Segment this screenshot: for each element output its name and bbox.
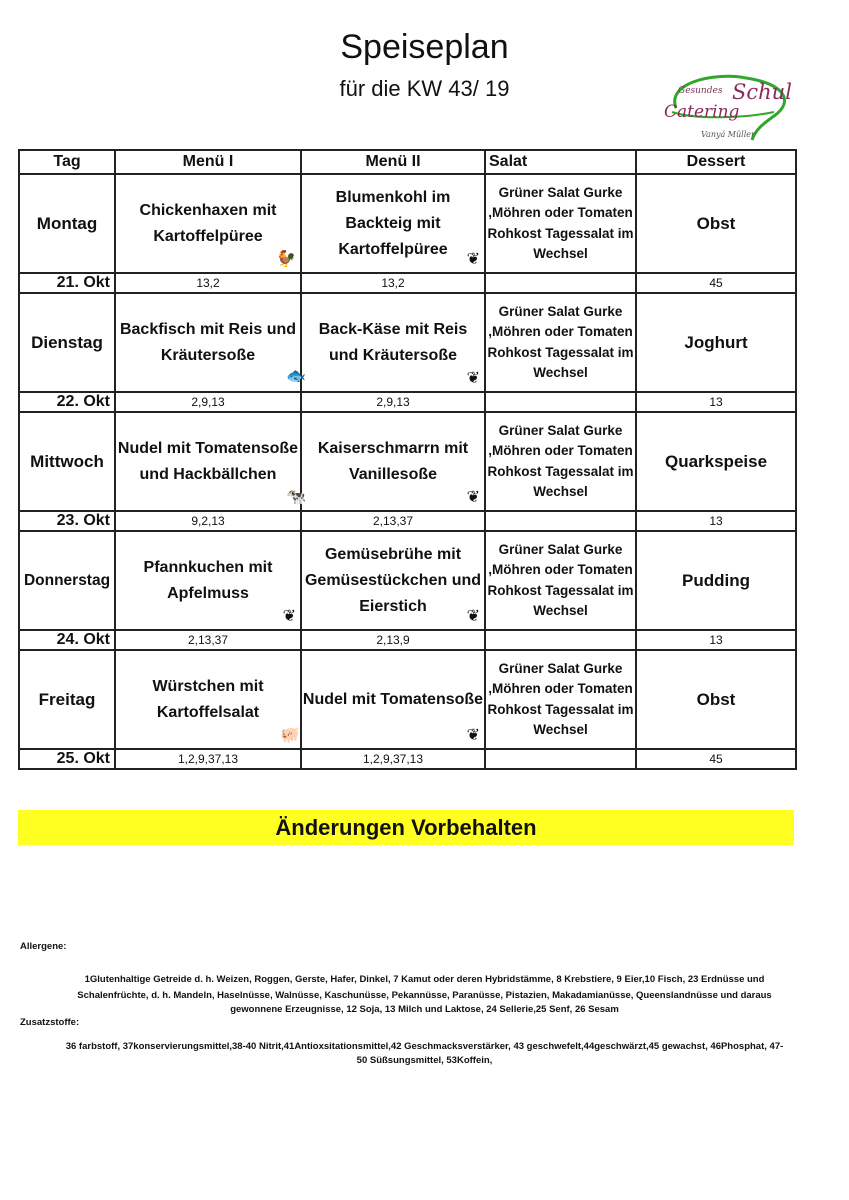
menu1-dish (115, 412, 306, 511)
menu2-dish (301, 174, 485, 273)
dessert-cell: Joghurt (636, 293, 796, 392)
header-menu2: Menü II (301, 150, 485, 174)
table-row-allergens (19, 273, 796, 293)
menu2-allergens: 1,2,9,37,13 (301, 749, 485, 769)
table-row-allergens (19, 630, 796, 650)
menu2-dish (301, 650, 485, 749)
dessert-cell: Pudding (636, 531, 796, 630)
menu1-allergens: 2,13,37 (115, 630, 301, 650)
header-tag: Tag (19, 150, 115, 174)
menu2-dish (301, 531, 485, 630)
menu1-dish (115, 174, 301, 273)
day-date: 22. Okt (19, 392, 115, 412)
dish-text: Back-Käse mit Reis und Kräutersoße (318, 320, 468, 364)
table-row (19, 531, 796, 630)
logo-text-catering: Catering (664, 102, 740, 122)
salad-allergens (485, 511, 636, 531)
table-row (19, 174, 796, 273)
table-row-allergens (19, 749, 796, 769)
dish-text: Nudel mit Tomatensoße (302, 690, 484, 708)
dessert-cell: Quarkspeise (636, 412, 796, 511)
salad-allergens (485, 749, 636, 769)
day-name: Montag (19, 174, 115, 273)
menu1-allergens: 9,2,13 (115, 511, 301, 531)
day-date: 23. Okt (19, 511, 115, 531)
zusatzstoffe-line: 36 farbstoff, 37konservierungsmittel,38-40 Nitrit,41Antioxsitationsmittel,42 Geschmacksverstärker, 43 geschwefelt,44geschwärzt,45 gewachst, 46Phosphat, 47- (65, 1041, 784, 1052)
dessert-allergens: 13 (636, 630, 796, 650)
salad-allergens (485, 630, 636, 650)
dish-text: Gemüsebrühe mit Gemüsestückchen und Eierstich (304, 545, 482, 615)
menu1-allergens: 13,2 (115, 273, 301, 293)
day-name: Dienstag (19, 293, 115, 392)
logo-text-schul: Schul (732, 80, 792, 104)
table-row (19, 293, 796, 392)
menu2-allergens: 2,13,9 (301, 630, 485, 650)
menu-table (18, 149, 797, 770)
menu2-dish (301, 293, 485, 392)
zusatzstoffe-label: Zusatzstoffe: (20, 1017, 80, 1028)
radish-icon: ❦ (466, 608, 480, 625)
radish-icon: ❦ (466, 727, 480, 744)
dessert-allergens: 13 (636, 392, 796, 412)
dessert-allergens: 45 (636, 749, 796, 769)
radish-icon: ❦ (466, 370, 480, 387)
page-title: Speiseplan (340, 28, 509, 66)
fish-icon: 🐟 (286, 368, 306, 385)
menu1-allergens: 2,9,13 (115, 392, 301, 412)
table-row (19, 412, 796, 511)
allergene-line: Schalenfrüchte, d. h. Mandeln, Haselnüsse, Walnüsse, Kaschunüsse, Pekannüsse, Paranüsse, Pistazien, Makadamianüsse, Queenslandnüsse und daraus (77, 990, 772, 1001)
allergene-line: gewonnene Erzeugnisse, 12 Soja, 13 Milch und Laktose, 24 Sellerie,25 Senf, 26 Sesam (230, 1004, 619, 1015)
salad-cell: Grüner Salat Gurke ,Möhren oder Tomaten Rohkost Tagessalat im Wechsel (485, 293, 636, 392)
menu2-dish (301, 412, 485, 511)
salad-allergens (485, 273, 636, 293)
header-salat: Salat (485, 150, 636, 174)
menu1-allergens: 1,2,9,37,13 (115, 749, 301, 769)
dish-text: Pfannkuchen mit Apfelmuss (143, 558, 273, 602)
chicken-icon: 🐓 (276, 251, 296, 268)
radish-icon: ❦ (282, 608, 296, 625)
dish-text: Blumenkohl im Backteig mit Kartoffelpüree (335, 188, 451, 258)
dish-text: Backfisch mit Reis und Kräutersoße (119, 320, 297, 364)
table-row (19, 650, 796, 749)
header-menu1: Menü I (115, 150, 301, 174)
day-date: 21. Okt (19, 273, 115, 293)
dessert-cell: Obst (636, 650, 796, 749)
dessert-allergens: 13 (636, 511, 796, 531)
logo-text-owner: Vanyá Müller (701, 130, 755, 139)
menu1-dish (115, 650, 301, 749)
table-header-row (19, 150, 796, 174)
dish-text: Nudel mit Tomatensoße und Hackbällchen (117, 439, 299, 483)
logo-text-gesundes: Gesundes (678, 86, 723, 96)
menu1-dish (115, 531, 301, 630)
menu2-allergens: 13,2 (301, 273, 485, 293)
salad-cell: Grüner Salat Gurke ,Möhren oder Tomaten Rohkost Tagessalat im Wechsel (485, 531, 636, 630)
zusatzstoffe-line: 50 Süßsungsmittel, 53Koffein, (356, 1055, 493, 1066)
salad-cell: Grüner Salat Gurke ,Möhren oder Tomaten Rohkost Tagessalat im Wechsel (485, 412, 636, 511)
salad-cell: Grüner Salat Gurke ,Möhren oder Tomaten Rohkost Tagessalat im Wechsel (485, 650, 636, 749)
day-name: Donnerstag (19, 531, 115, 630)
catering-logo (656, 72, 791, 150)
dish-text: Kaiserschmarrn mit Vanillesoße (317, 439, 469, 483)
dessert-allergens: 45 (636, 273, 796, 293)
allergene-line: 1Glutenhaltige Getreide d. h. Weizen, Roggen, Gerste, Hafer, Dinkel, 7 Kamut oder deren Hybridstämme, 8 Krebstiere, 9 Eier,10 Fisch, 23 Erdnüsse und (84, 974, 765, 985)
allergene-label: Allergene: (20, 941, 67, 952)
day-name: Mittwoch (19, 412, 115, 511)
page-subtitle: für die KW 43/ 19 (339, 76, 510, 101)
radish-icon: ❦ (466, 251, 480, 268)
day-date: 24. Okt (19, 630, 115, 650)
menu2-allergens: 2,13,37 (301, 511, 485, 531)
dessert-cell: Obst (636, 174, 796, 273)
header-dessert: Dessert (636, 150, 796, 174)
menu2-allergens: 2,9,13 (301, 392, 485, 412)
table-row-allergens (19, 392, 796, 412)
changes-reserved-banner: Änderungen Vorbehalten (18, 810, 794, 845)
day-date: 25. Okt (19, 749, 115, 769)
salad-cell: Grüner Salat Gurke ,Möhren oder Tomaten Rohkost Tagessalat im Wechsel (485, 174, 636, 273)
table-row-allergens (19, 511, 796, 531)
menu1-dish (115, 293, 306, 392)
cow-icon: 🐄 (286, 489, 306, 506)
dish-text: Würstchen mit Kartoffelsalat (152, 677, 264, 721)
dish-text: Chickenhaxen mit Kartoffelpüree (139, 201, 277, 245)
salad-allergens (485, 392, 636, 412)
day-name: Freitag (19, 650, 115, 749)
pig-icon: 🐖 (280, 727, 300, 744)
radish-icon: ❦ (466, 489, 480, 506)
